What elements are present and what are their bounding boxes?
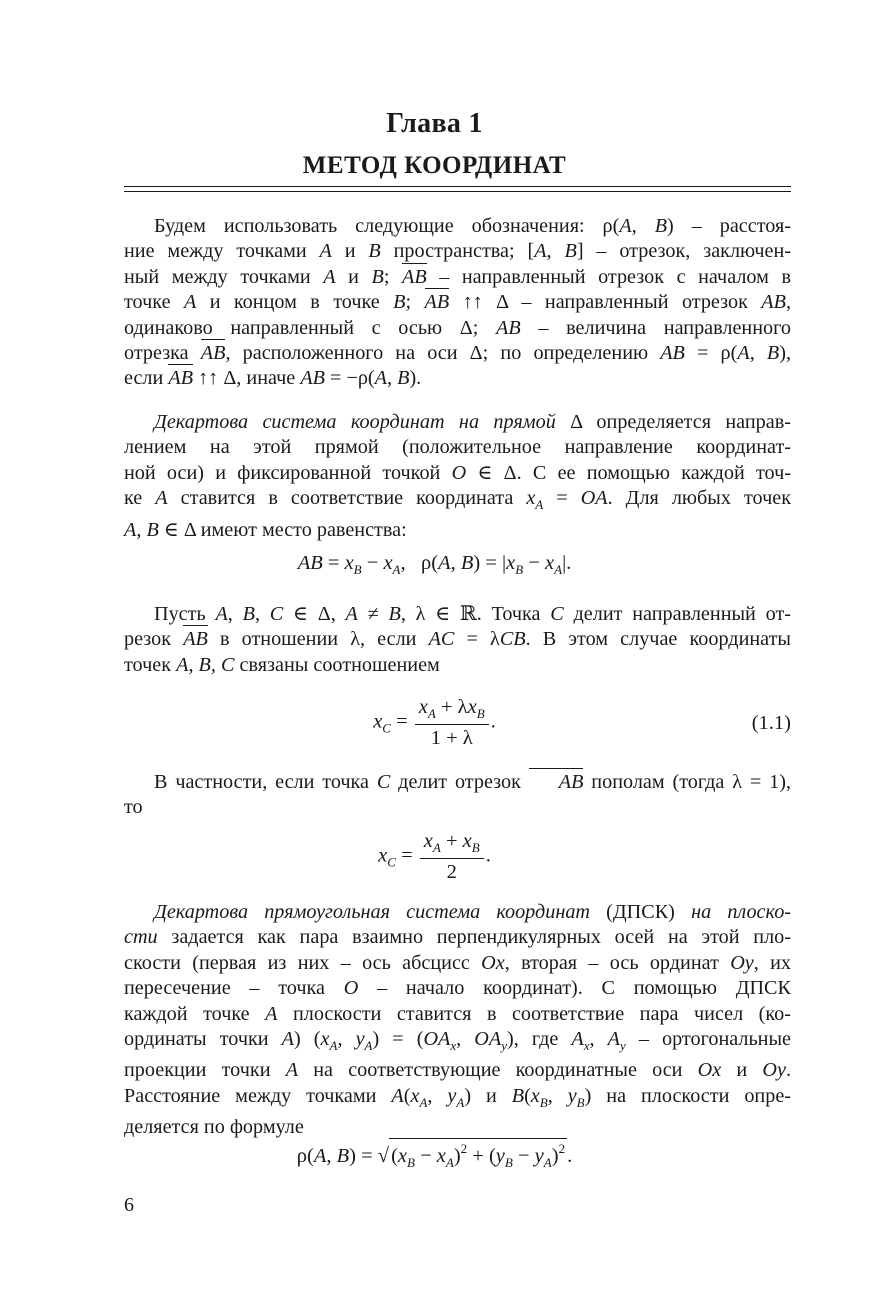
term-italic: Декартова система координат на прямой (154, 411, 556, 433)
text-line: точек A, B, C связаны соотношением (124, 653, 440, 676)
text-line: ние между точками A и B пространства; [A, B] – отрезок, заключен- (124, 240, 791, 263)
paragraph-division-ratio (124, 602, 791, 678)
title-rule-thick (124, 186, 791, 187)
paragraph-line-coordinates (124, 410, 791, 543)
text-line: одинаково направленный с осью Δ; AB – величина направленного (124, 316, 791, 339)
text-line: В частности, если точка C делит отрезок AB пополам (тогда λ = 1), (124, 770, 791, 795)
formula-distance-plane: ρ(A, $B) = √(x_B - x_A)^2 + (y_B - y_A)^2$. (0, 1138, 869, 1171)
text-line (124, 900, 791, 925)
text-line: если AB ↑↑ Δ, иначе AB = −ρ(A, B). (124, 366, 791, 391)
text-line: точке A и концом в точке B; AB ↑↑ Δ – направленный отрезок AB, (124, 290, 791, 315)
paragraph-midpoint (124, 770, 791, 821)
text-line: пересечение – точка O – начало координат). С помощью ДПСК (124, 977, 791, 1000)
text-line: ординаты точки A) ($x_A$, $y_A) = (OA_x$, $OA_y$), где $A_x$, $A_y$ – ортогональные (124, 1028, 792, 1054)
formula-midpoint: $x_C$ = $\frac{x_A + x_B}{2}$ . (378, 830, 491, 883)
fraction: $\frac{x_A + \lambda x_B}{1 + \lambda}$ (415, 696, 489, 750)
equation-number: (1.1) (751, 712, 791, 734)
abbreviation: (ДПСК) (606, 901, 675, 923)
text-line: ный между точками A и B; AB – направленный отрезок с началом в (124, 265, 791, 290)
text-line: Пусть A, B, C ∈ Δ, A ≠ B, λ ∈ ℝ. Точка C делит направленный от- (154, 603, 792, 625)
text-line: ке A ставится в соответствие координата $x_A$ = OA. Для любых точек (124, 487, 791, 513)
text-line: Расстояние между точками $A(x_A$, $y_A$) и $B(x_B$, $y_B$) на плоскости опре- (124, 1084, 791, 1110)
paragraph-plane-coordinates (124, 900, 791, 1141)
text-line: то (124, 796, 143, 819)
formula-distance-line: AB = $x_B - x_A$, ρ(A, $B) = |x_B - x_A|$. (297, 552, 572, 577)
chapter-title: МЕТОД КООРДИНАТ (302, 152, 567, 179)
text-line: каждой точке A плоскости ставится в соответствие пара чисел (ко- (124, 1002, 791, 1025)
text-line: Будем использовать следующие обозначения: ρ(A, B) – расстоя- (154, 215, 791, 237)
formula-division-point: $x_C$ = $\frac{x_A + \lambda x_B}{1 + \lambda}$ . (373, 696, 496, 749)
text-line: сти задается как пара взаимно перпендикулярных осей на этой пло- (124, 926, 791, 949)
text-line: резок AB в отношении λ, если AC = λCB. В этом случае координаты (124, 627, 791, 652)
text-line: ной оси) и фиксированной точкой O ∈ Δ. С ее помощью каждой точ- (124, 461, 792, 484)
term-italic: Декартова прямоугольная система координат (154, 901, 591, 923)
text-line: A, B ∈ Δ имеют место равенства: (124, 518, 407, 541)
page-number: 6 (124, 1194, 134, 1216)
text-line: Декартова система координат на прямой Δ определяется направ- (154, 411, 791, 433)
chapter-label: Глава 1 (386, 108, 483, 139)
text-line: отрезка AB, расположенного на оси Δ; по определению AB = ρ(A, B), (124, 341, 791, 366)
term-italic: на плоско- (691, 901, 792, 923)
text-line: лением на этой прямой (положительное направление координат- (124, 436, 791, 459)
title-rule-thin (124, 191, 791, 192)
paragraph-notation (124, 214, 791, 392)
fraction: $\frac{x_A + x_B}{2}$ (420, 830, 484, 884)
text-line: проекции точки A на соответствующие координатные оси Ox и Oy. (124, 1059, 792, 1082)
text-line: скости (первая из них – ось абсцисс Ox, вторая – ось ординат Oy, их (124, 951, 791, 974)
text-line: деляется по формуле (124, 1116, 304, 1139)
